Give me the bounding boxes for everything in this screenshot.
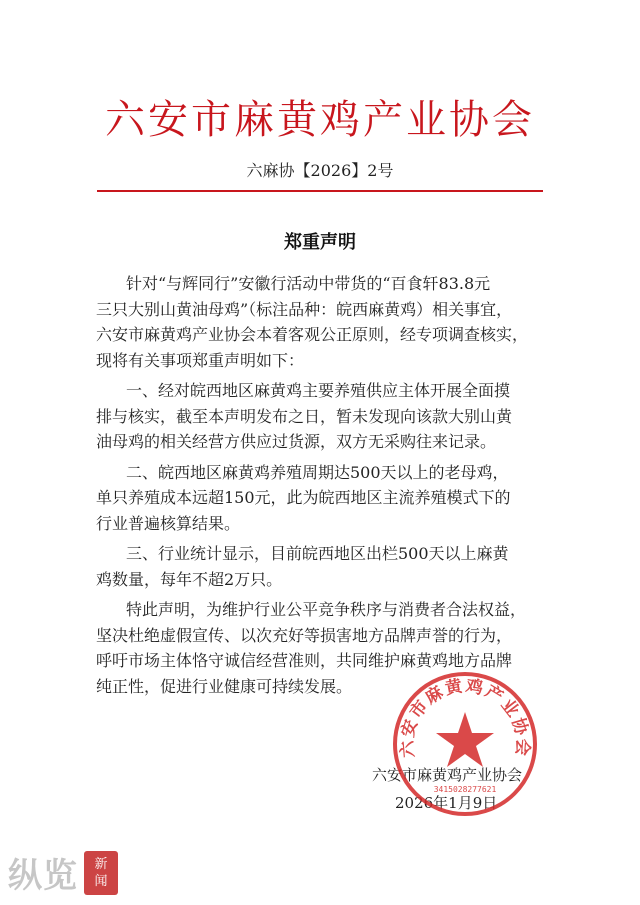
seal-text: 六安市麻黄鸡产业协会 — [397, 676, 533, 759]
paragraph-item-1 — [96, 378, 556, 455]
signature-org: 六安市麻黄鸡产业协会 — [372, 766, 523, 784]
statement-title: 郑重声明 — [284, 232, 356, 253]
text-line: 排与核实，截至本声明发布之日，暂未发现向该款大别山黄 — [96, 406, 513, 426]
text-line: 特此声明，为维护行业公平竞争秩序与消费者合法权益， — [126, 600, 527, 619]
signature-date: 2026年1月9日 — [395, 794, 498, 812]
paragraph-intro — [96, 271, 556, 373]
document-number: 六麻协【2026】2号 — [246, 161, 394, 180]
text-line: 坚决杜绝虚假宣传、以次充好等损害地方品牌声誉的行为， — [96, 625, 513, 645]
text-line: 呼吁市场主体恪守诚信经营准则，共同维护麻黄鸡地方品牌 — [96, 651, 513, 670]
text-line: 单只养殖成本远超150元，此为皖西地区主流养殖模式下的 — [96, 488, 511, 507]
paragraph-item-2 — [96, 460, 556, 537]
text-line: 现将有关事项郑重声明如下： — [96, 350, 305, 370]
text-line: 一、经对皖西地区麻黄鸡主要养殖供应主体开展全面摸 — [126, 381, 511, 400]
watermark-text: 纵览 — [8, 856, 78, 896]
watermark-badge — [84, 851, 118, 895]
watermark-badge-text: 新 闻 — [94, 856, 108, 889]
seal-code: 3415028277621 — [433, 785, 497, 794]
news-watermark — [8, 848, 118, 897]
text-line: 纯正性，促进行业健康可持续发展。 — [96, 676, 353, 696]
statement-body — [96, 271, 556, 704]
text-line: 三、行业统计显示，目前皖西地区出栏500天以上麻黄 — [126, 544, 509, 563]
official-seal-icon — [391, 670, 539, 818]
text-line: 行业普遍核算结果。 — [96, 513, 241, 533]
text-line: 油母鸡的相关经营方供应过货源，双方无采购往来记录。 — [96, 432, 497, 451]
text-line: 针对“与辉同行”安徽行活动中带货的“百食轩83.8元 — [126, 274, 491, 293]
text-line: 三只大别山黄油母鸡”（标注品种：皖西麻黄鸡）相关事宜， — [96, 299, 513, 319]
text-line: 二、皖西地区麻黄鸡养殖周期达500天以上的老母鸡， — [126, 462, 509, 482]
text-line: 六安市麻黄鸡产业协会本着客观公正原则，经专项调查核实， — [96, 325, 529, 344]
paragraph-item-3 — [96, 541, 556, 592]
org-title: 六安市麻黄鸡产业协会 — [105, 97, 535, 143]
text-line: 鸡数量，每年不超2万只。 — [96, 569, 283, 589]
red-divider — [97, 190, 543, 192]
